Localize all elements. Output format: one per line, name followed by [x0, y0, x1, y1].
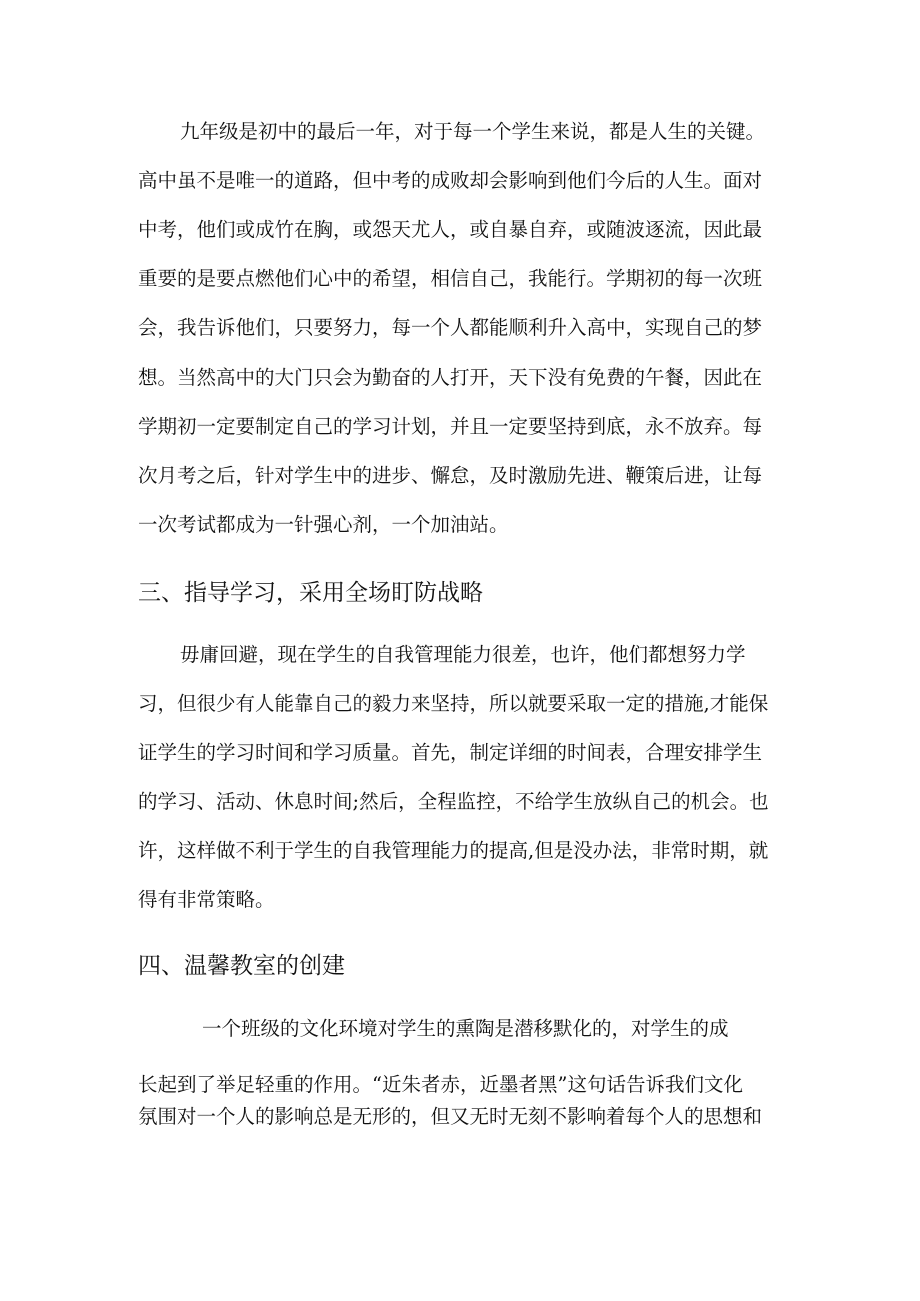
paragraph-line: 毋庸回避，现在学生的自我管理能力很差，也许，他们都想努力学 — [180, 643, 746, 666]
paragraph-line: 证学生的学习时间和学习质量。首先，制定详细的时间表，合理安排学生 — [138, 741, 763, 764]
paragraph-line: 学期初一定要制定自己的学习计划，并且一定要坚持到底，永不放弃。每 — [138, 415, 763, 438]
section-heading-4: 四、温馨教室的创建 — [138, 953, 345, 979]
paragraph-line: 次月考之后，针对学生中的进步、懈怠，及时激励先进、鞭策后进，让每 — [138, 464, 763, 487]
section-heading-3: 三、指导学习，采用全场盯防战略 — [138, 580, 483, 606]
paragraph-line: 得有非常策略。 — [138, 888, 275, 911]
paragraph-line: 九年级是初中的最后一年，对于每一个学生来说，都是人生的关键。 — [180, 120, 766, 143]
paragraph-line: 一个班级的文化环境对学生的熏陶是潜移默化的，对学生的成 — [202, 1017, 729, 1040]
paragraph-line: 氛围对一个人的影响总是无形的，但又无时无刻不影响着每个人的思想和 — [138, 1105, 763, 1128]
paragraph-line: 长起到了举足轻重的作用。“近朱者赤，近墨者黑”这句话告诉我们文化 — [138, 1073, 743, 1096]
paragraph-line: 的学习、活动、休息时间;然后，全程监控，不给学生放纵自己的机会。也 — [138, 790, 769, 813]
paragraph-line: 中考，他们或成竹在胸，或怨天尤人，或自暴自弃，或随波逐流，因此最 — [138, 218, 763, 241]
paragraph-line: 习，但很少有人能靠自己的毅力来坚持，所以就要采取一定的措施,才能保 — [138, 692, 769, 715]
paragraph-line: 一次考试都成为一针强心剂，一个加油站。 — [138, 513, 509, 536]
paragraph-line: 重要的是要点燃他们心中的希望，相信自己，我能行。学期初的每一次班 — [138, 267, 763, 290]
paragraph-line: 想。当然高中的大门只会为勤奋的人打开，天下没有免费的午餐，因此在 — [138, 366, 763, 389]
paragraph-line: 高中虽不是唯一的道路，但中考的成败却会影响到他们今后的人生。面对 — [138, 169, 763, 192]
paragraph-line: 许，这样做不利于学生的自我管理能力的提高,但是没办法，非常时期，就 — [138, 839, 769, 862]
paragraph-line: 会，我告诉他们，只要努力，每一个人都能顺利升入高中，实现自己的梦 — [138, 316, 763, 339]
